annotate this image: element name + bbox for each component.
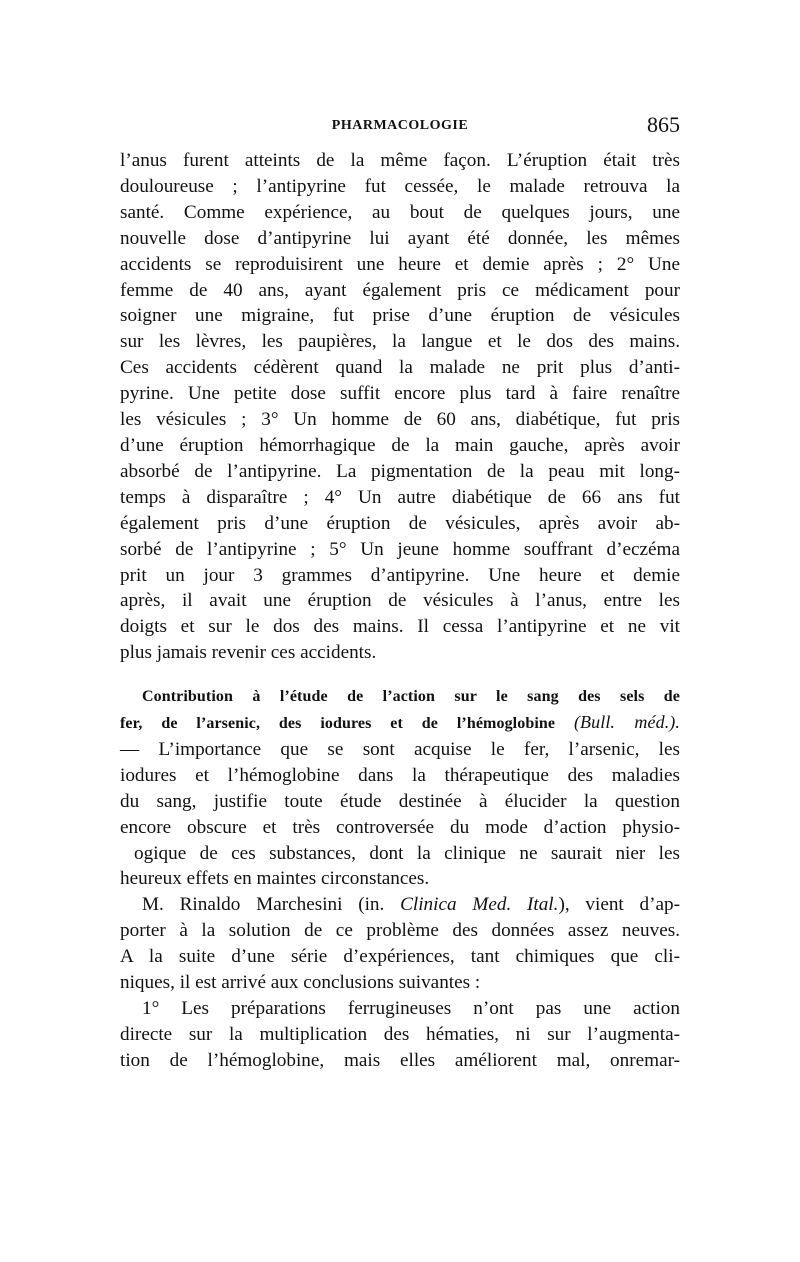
- running-title: PHARMACOLOGIE: [331, 118, 469, 133]
- text-line: d’une éruption hémorrhagique de la main gauche, après avoir: [120, 434, 680, 456]
- journal-title: Clinica Med. Ital.: [400, 894, 559, 916]
- page-number: 865: [647, 112, 680, 137]
- text-line: soigner une migraine, fut prise d’une éruption de vésicules: [120, 305, 680, 327]
- journal-reference: (Bull. méd.).: [573, 712, 680, 733]
- text-line: du sang, justifie toute étude destinée à élucider la question: [120, 790, 680, 812]
- text-line: A la suite d’une série d’expériences, tant chimiques que cli-: [120, 946, 680, 968]
- text-line: encore obscure et très controversée du mode d’action physio-: [120, 816, 680, 838]
- section-heading-line: [120, 710, 680, 737]
- text-line: temps à disparaître ; 4° Un autre diabétique de 66 ans fut: [120, 486, 680, 508]
- paragraph-gap: [120, 666, 680, 684]
- text-line: accidents se reproduisirent une heure et demie après ; 2° Une: [120, 253, 680, 275]
- text-line: doigts et sur le dos des mains. Il cessa l’antipyrine et ne vit: [120, 616, 680, 638]
- text-line: douloureuse ; l’antipyrine fut cessée, le malade retrouva la: [120, 175, 680, 197]
- text-line: ogique de ces substances, dont la clinique ne saurait nier les: [134, 842, 680, 864]
- text-line: porter à la solution de ce problème des données assez neuves.: [120, 920, 680, 942]
- page-body: [120, 148, 680, 1074]
- text-line: sur les lèvres, les paupières, la langue et le dos des mains.: [120, 331, 680, 353]
- text-line: absorbé de l’antipyrine. La pigmentation de la peau mit long-: [120, 460, 680, 482]
- paragraph-antipyrine-cases: [120, 148, 680, 666]
- text-line: heureux effets en maintes circonstances.: [120, 868, 430, 890]
- text-line: Ces accidents cédèrent quand la malade ne prit plus d’anti-: [120, 357, 680, 379]
- text-line: pyrine. Une petite dose suffit encore plus tard à faire renaître: [120, 383, 680, 405]
- section-heading-line: Contribution à l’étude de l’action sur le sang des sels de: [142, 688, 680, 706]
- text-line: après, il avait une éruption de vésicules à l’anus, entre les: [120, 590, 680, 612]
- text-fragment: M. Rinaldo Marchesini (in.: [142, 894, 401, 916]
- text-line: prit un jour 3 grammes d’antipyrine. Une heure et demie: [120, 564, 680, 586]
- text-line: sorbé de l’antipyrine ; 5° Un jeune homme souffrant d’eczéma: [120, 538, 680, 560]
- page-header: [120, 112, 680, 140]
- section-heading-text: fer, de l’arsenic, des iodures et de l’hémoglobine: [120, 715, 556, 733]
- section-contribution: [120, 684, 680, 1074]
- text-line: directe sur la multiplication des hématies, ni sur l’augmenta-: [120, 1023, 680, 1045]
- text-line: iodures et l’hémoglobine dans la thérapeutique des maladies: [120, 764, 680, 786]
- text-line: nouvelle dose d’antipyrine lui ayant été donnée, les mêmes: [120, 227, 680, 249]
- text-line: santé. Comme expérience, au bout de quelques jours, une: [120, 201, 680, 223]
- text-line: l’anus furent atteints de la même façon. L’éruption était très: [120, 150, 680, 171]
- text-line: plus jamais revenir ces accidents.: [120, 642, 377, 664]
- text-line: femme de 40 ans, ayant également pris ce médicament pour: [120, 279, 680, 301]
- text-line: 1° Les préparations ferrugineuses n’ont pas une action: [142, 998, 680, 1019]
- text-line: [120, 892, 680, 918]
- text-line: — L’importance que se sont acquise le fer, l’arsenic, les: [120, 738, 680, 760]
- text-line: également pris d’une éruption de vésicules, après avoir ab-: [120, 512, 680, 534]
- text-line: tion de l’hémoglobine, mais elles améliorent mal, onremar-: [120, 1049, 680, 1071]
- text-fragment: ), vient d’ap-: [558, 894, 681, 916]
- text-line: les vésicules ; 3° Un homme de 60 ans, diabétique, fut pris: [120, 409, 680, 431]
- text-line: niques, il est arrivé aux conclusions suivantes :: [120, 972, 481, 994]
